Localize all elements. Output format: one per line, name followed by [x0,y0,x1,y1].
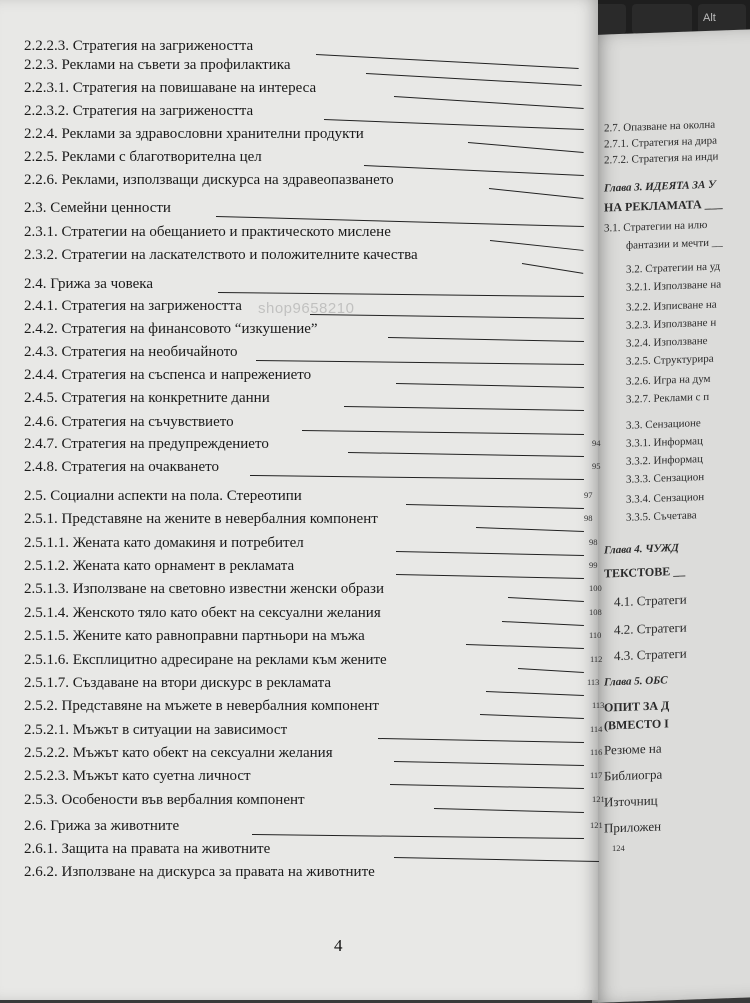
toc-entry-label: 2.4.7. Стратегия на предупреждението [24,436,269,453]
toc-leader-line [250,475,584,480]
toc-entry-label: 2.5.1.7. Създаване на втори дискурс в рекламата [24,675,331,692]
toc-entry [24,605,584,627]
toc-entry [24,558,584,580]
toc-leader-line [406,504,584,509]
toc-entry-label: 2.4.8. Стратегия на очакването [24,459,219,476]
toc-entry [24,103,584,125]
toc-page-number: 98 [589,537,598,547]
toc-page-number: 113 [587,677,599,687]
toc-entry [24,200,584,222]
toc-page-number: 97 [584,490,593,500]
right-toc-entry: 3.3. Сензационе [626,417,701,432]
right-toc-entry: фантазии и мечти __ [626,236,723,251]
alt-key-label: Alt [703,12,716,24]
toc-entry [24,722,584,744]
toc-entry-label: 2.6.1. Защита на правата на животните [24,841,270,858]
toc-page-number: 117 [590,770,602,780]
right-toc-entry: (ВМЕСТО I [604,716,669,733]
right-toc-entry: 3.1. Стратегии на илю [604,219,707,235]
right-toc-entry: 3.2. Стратегии на уд [626,260,720,275]
toc-entry [24,224,584,246]
toc-leader-line [378,738,584,743]
toc-entry [24,698,584,720]
right-toc-entry: Библиогра [604,767,662,785]
right-toc-entry: 2.7.2. Стратегия на инди [604,151,718,167]
toc-entry-label: 2.4.4. Стратегия на съспенса и напрежението [24,367,311,384]
toc-entry-label: 2.2.3. Реклами на съвети за профилактика [24,57,290,74]
toc-entry [24,414,584,436]
toc-entry-label: 2.5.1.4. Женското тяло като обект на сексуални желания [24,605,381,622]
toc-leader-line [348,452,584,457]
toc-leader-line [218,292,584,297]
toc-entry [24,841,584,863]
toc-page-number: 110 [589,630,601,640]
toc-page-number: 116 [590,747,602,757]
toc-entry-label: 2.5.1.6. Експлицитно адресиране на реклами към жените [24,652,387,669]
toc-leader-line [256,360,584,365]
toc-leader-line [522,263,583,274]
toc-leader-line [480,714,584,719]
toc-page-number: 99 [589,560,598,570]
toc-entry-label: 2.5.2. Представяне на мъжете в невербалния компонент [24,698,379,715]
toc-entry [24,172,584,194]
toc-page-number: 114 [590,724,602,734]
toc-entry-label: 2.5.1.3. Използване на световно известни женски образи [24,581,384,598]
toc-entry-label: 2.5.1.1. Жената като домакиня и потребител [24,535,304,552]
right-toc-entry: Глава 5. ОБС [604,674,668,688]
right-toc-entry: 3.2.2. Изписване на [626,299,717,314]
toc-leader-line [502,621,584,626]
toc-entry [24,436,584,458]
toc-leader-line [394,761,584,766]
right-toc-entry: 3.2.4. Използване [626,335,708,350]
toc-entry-label: 2.5.3. Особености във вербалния компонент [24,792,305,809]
toc-leader-line [388,337,584,342]
toc-page-number: 108 [589,607,602,617]
right-toc-entry: 2.7.1. Стратегия на дира [604,135,717,151]
right-toc-entry: 3.2.6. Игра на дум [626,373,711,388]
right-toc-entry: Приложен [604,819,661,837]
toc-entry [24,321,584,343]
toc-leader-line [434,808,584,813]
toc-page-number: 121 [590,820,603,830]
right-toc-entry: 4.1. Стратеги [614,592,687,611]
toc-entry-label: 2.4.3. Стратегия на необичайното [24,344,238,361]
toc-entry [24,511,584,533]
toc-entry [24,768,584,790]
toc-entry [24,818,584,840]
toc-entry [24,247,584,269]
toc-entry-label: 2.4.2. Стратегия на финансовото “изкушение” [24,321,318,338]
toc-page-number: 95 [592,461,601,471]
toc-entry [24,864,584,886]
right-toc-entry: 3.2.5. Структурира [626,353,714,368]
toc-entry-label: 2.3.1. Стратегии на обещанието и практическото мислене [24,224,391,241]
toc-entry [24,459,584,481]
right-toc-entry: 3.3.2. Информац [626,453,703,468]
right-toc-entry: 3.3.3. Сензацион [626,471,704,486]
toc-page-number: 94 [592,438,601,448]
toc-entry-label: 2.5.2.3. Мъжът като суетна личност [24,768,251,785]
toc-entry [24,149,584,171]
toc-entry-label: 2.5.2.2. Мъжът като обект на сексуални желания [24,745,333,762]
right-toc-entry: ОПИТ ЗА Д [604,698,669,715]
toc-leader-line [489,188,584,199]
toc-entry-label: 2.4.1. Стратегия на загрижеността [24,298,242,315]
toc-entry-label: 2.5.2.1. Мъжът в ситуации на зависимост [24,722,287,739]
toc-page-number: 112 [590,654,602,664]
toc-page-number: 100 [589,583,602,593]
toc-entry-label: 2.2.2.3. Стратегия на загрижеността [24,38,253,55]
toc-entry-label: 2.2.3.2. Стратегия на загрижеността [24,103,253,120]
toc-leader-line [396,383,584,388]
right-toc-entry: Източниц [604,793,658,811]
toc-leader-line [466,644,584,649]
toc-entry [24,652,584,674]
toc-entry-label: 2.2.4. Реклами за здравословни хранителни продукти [24,126,364,143]
toc-entry-label: 2.5. Социални аспекти на пола. Стереотипи [24,488,302,505]
toc-entry [24,488,584,510]
right-toc-entry: 3.2.1. Използване на [626,278,721,293]
toc-entry [24,126,584,148]
toc-entry [24,675,584,697]
toc-leader-line [396,574,584,579]
toc-page-number: 98 [584,513,593,523]
toc-entry [24,276,584,298]
toc-entry [24,745,584,767]
right-toc-entry: 2.7. Опазване на околна [604,119,715,135]
toc-leader-line [394,857,599,862]
toc-entry-label: 2.6. Грижа за животните [24,818,179,835]
toc-entry-label: 2.4.5. Стратегия на конкретните данни [24,390,270,407]
right-toc-entry: 3.3.1. Информац [626,435,703,450]
toc-entry [24,792,584,814]
right-toc-entry: 4.2. Стратеги [614,620,687,639]
toc-entry [24,535,584,557]
toc-entry-label: 2.2.6. Реклами, използващи дискурса на здравеопазването [24,172,394,189]
right-toc-entry: НА РЕКЛАМАТА ___ [604,196,723,215]
right-toc-entry: 3.3.4. Сензацион [626,491,704,506]
toc-entry [24,367,584,389]
toc-entry-label: 2.5.1. Представяне на жените в невербалния компонент [24,511,378,528]
toc-entry [24,57,584,79]
right-toc-entry: 3.2.3. Използване н [626,317,716,332]
toc-entry-label: 2.4. Грижа за човека [24,276,153,293]
right-toc-entry: Глава 3. ИДЕЯТА ЗА У [604,179,716,195]
right-toc-entry: Глава 4. ЧУЖД [604,542,679,557]
toc-leader-line [252,834,584,839]
toc-entry-label: 2.4.6. Стратегия на съчувствието [24,414,234,431]
right-toc-entry: 4.3. Стратеги [614,646,687,665]
right-toc-entry: Резюме на [604,741,662,759]
right-page [592,29,750,1003]
right-toc-entry: 3.3.5. Съчетава [626,509,697,523]
toc-entry [24,581,584,603]
toc-leader-line [518,668,584,673]
page-number: 4 [334,936,343,956]
toc-leader-line [390,784,584,789]
watermark: shop9658210 [258,300,354,317]
right-toc-entry: 3.2.7. Реклами с п [626,391,709,406]
toc-entry-label: 2.2.3.1. Стратегия на повишаване на интереса [24,80,316,97]
toc-leader-line [344,406,584,411]
toc-leader-line [486,691,584,696]
toc-entry-label: 2.2.5. Реклами с благотворителна цел [24,149,262,166]
keyboard-key [632,4,692,34]
toc-entry-label: 2.5.1.2. Жената като орнамент в рекламата [24,558,294,575]
toc-leader-line [302,430,584,435]
toc-entry-label: 2.3. Семейни ценности [24,200,171,217]
toc-page-number: 121 [592,794,605,804]
toc-entry [24,344,584,366]
toc-leader-line [396,551,584,556]
toc-entry-label: 2.5.1.5. Жените като равноправни партньори на мъжа [24,628,365,645]
toc-leader-line [476,527,584,532]
right-toc-entry: ТЕКСТОВЕ __ [604,564,685,582]
toc-leader-line [508,597,584,602]
toc-entry [24,390,584,412]
toc-entry [24,628,584,650]
toc-entry [24,80,584,102]
toc-page-number: 124 [612,843,625,853]
toc-page-number: 113 [592,700,604,710]
toc-entry-label: 2.3.2. Стратегии на ласкателството и положителните качества [24,247,418,264]
toc-entry-label: 2.6.2. Използване на дискурса за правата на животните [24,864,375,881]
